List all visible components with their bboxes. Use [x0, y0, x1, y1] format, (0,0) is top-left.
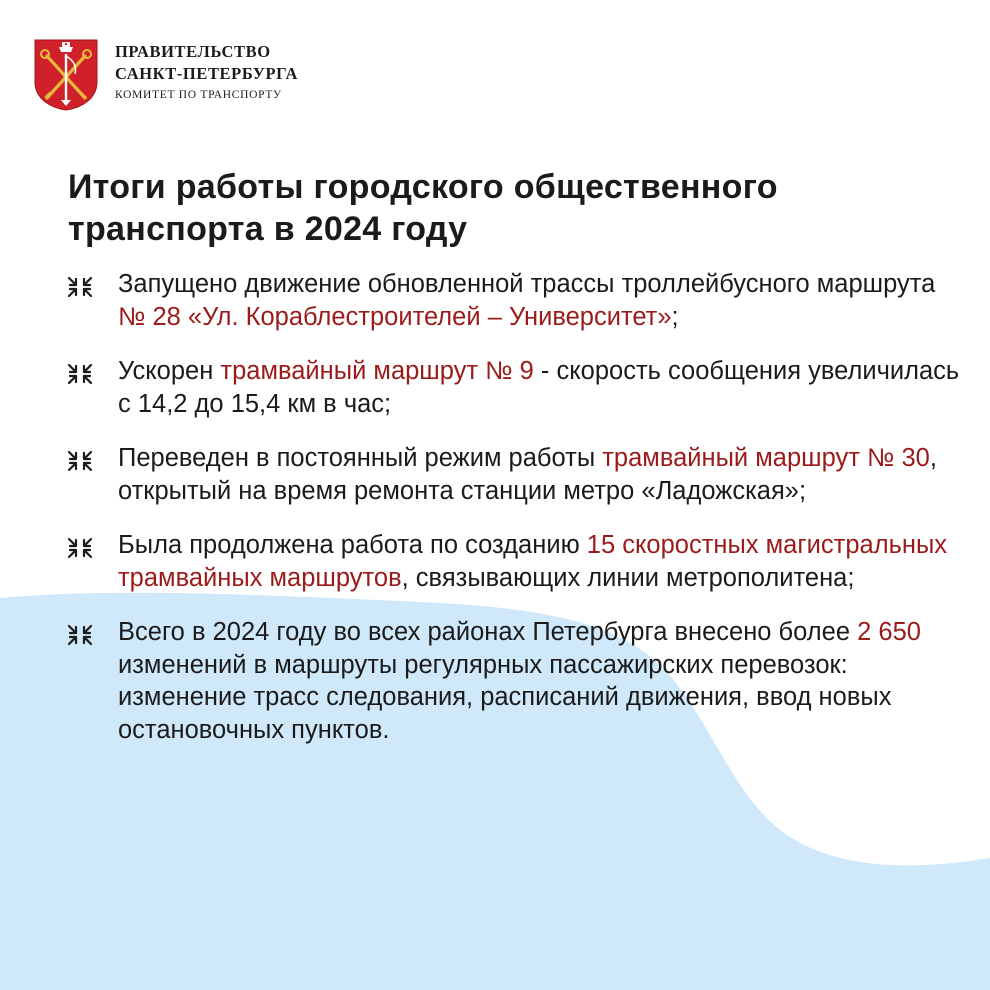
body-text: - скорость сообщения увеличилась с 14,2 до 15,4 км в час;	[118, 357, 960, 418]
collapse-arrows-icon	[66, 449, 94, 473]
list-item-text	[118, 268, 962, 333]
highlight-text: трамвайный маршрут № 9	[220, 357, 534, 385]
body-text: Всего в 2024 году во всех районах Петербурга внесено более	[118, 618, 858, 646]
collapse-arrows-icon	[66, 536, 94, 560]
collapse-arrows-icon	[66, 275, 94, 299]
collapse-arrows-icon	[66, 623, 94, 647]
list-item	[62, 268, 962, 333]
org-line-3: КОМИТЕТ ПО ТРАНСПОРТУ	[115, 89, 282, 101]
body-text: Переведен в постоянный режим работы	[118, 444, 603, 472]
body-text: Ускорен	[118, 357, 221, 385]
body-text: , связывающих линии метрополитена;	[401, 563, 855, 592]
coat-of-arms-icon	[33, 38, 99, 111]
body-text: ;	[671, 302, 679, 331]
highlight-text: № 28 «Ул. Кораблестроителей – Университет»	[118, 302, 672, 331]
highlight-text: 15 скоростных магистральных трамвайных маршрутов	[118, 531, 948, 592]
results-list	[62, 268, 962, 746]
list-item-text	[118, 529, 962, 594]
body-text: изменений в маршруты регулярных пассажирских перевозок: изменение трасс следования, расписаний движения, ввод новых остановочных пунктов.	[118, 650, 892, 744]
list-item	[62, 616, 962, 746]
org-line-2: САНКТ-ПЕТЕРБУРГА	[115, 64, 298, 83]
list-item	[62, 529, 962, 594]
organization-name	[115, 41, 298, 104]
page-title: Итоги работы городского общественного транспорта в 2024 году	[68, 168, 778, 248]
collapse-arrows-icon	[66, 362, 94, 386]
highlight-text: 2 650	[857, 618, 921, 646]
highlight-text: трамвайный маршрут № 30	[602, 444, 930, 472]
list-item	[62, 442, 962, 507]
body-text: Была продолжена работа по созданию	[118, 531, 587, 559]
list-item-text	[118, 355, 962, 420]
list-item-text	[118, 616, 962, 746]
list-item	[62, 355, 962, 420]
body-text: Запущено движение обновленной трассы троллейбусного маршрута	[118, 270, 936, 298]
body-text: , открытый на время ремонта станции метро «Ладожская»;	[118, 444, 937, 505]
header	[33, 38, 298, 111]
org-line-1: ПРАВИТЕЛЬСТВО	[115, 42, 271, 61]
list-item-text	[118, 442, 962, 507]
